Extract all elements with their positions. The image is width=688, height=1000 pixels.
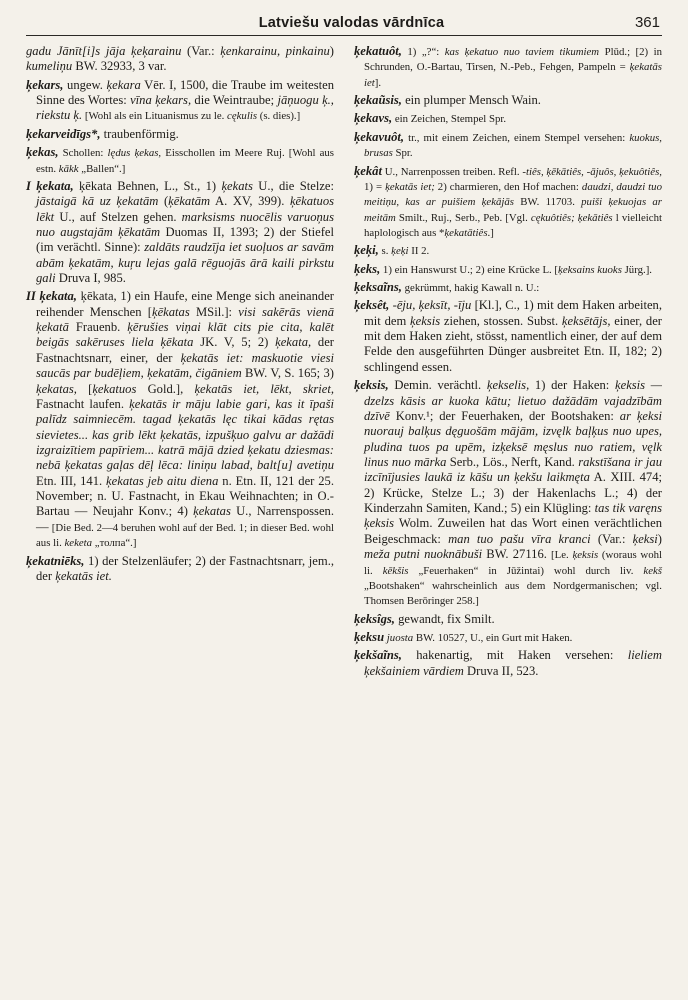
entry-text: traubenförmig. — [100, 126, 179, 141]
entry-text: JK. V, 5; 2) — [193, 335, 276, 350]
running-title: Latviešu valodas vārdnīca — [258, 15, 445, 31]
dictionary-entry — [354, 280, 662, 295]
entry-text: kekš — [643, 564, 662, 577]
entry-text: ķekatās iet. — [55, 568, 112, 583]
headword: ķekaũsis, — [354, 93, 402, 108]
entry-text: ein plumper Mensch Wain. — [401, 93, 541, 108]
dictionary-entry — [26, 145, 334, 176]
entry-text: kas ķekatuo nuo taviem tikumiem — [444, 46, 600, 58]
entry-text: ķekatas jeb aitu diena — [106, 473, 219, 488]
entry-text: Eisschollen im Meere Ruj. [Wohl aus estn. — [36, 147, 334, 175]
entry-text: Duomas II, 1393; 2) der Stiefel (im verächtl. Sinne): — [36, 224, 334, 255]
entry-text: -ēju, ķeksīt, -īju — [392, 298, 472, 313]
entry-text: ķekatātiês — [444, 226, 488, 239]
dictionary-entry — [26, 127, 334, 142]
entry-text: jāņuogu ķ., riekstu ķ. — [36, 93, 334, 123]
dictionary-entry — [354, 93, 662, 108]
entry-text: lędus ķekas, — [107, 147, 162, 160]
entry-text: juosta — [386, 631, 414, 644]
entry-text: visi sakērās vienā ķekatā — [36, 304, 334, 335]
headword: ķekatuôt, — [354, 44, 402, 58]
entry-text: BW. 11703. — [514, 196, 582, 209]
entry-text: zaldāts raudzīja iet suoļuos ar savām abām ķekatām, kuŗu lejas galā rēguojās ārā kaili pirkstu gali — [36, 240, 334, 286]
entry-text: ein Zeichen, Stempel Spr. — [392, 113, 507, 126]
entry-text: 1) der Stelzenläufer; 2) der Fastnachtsnarr, jem., der — [36, 553, 334, 583]
entry-text: s. — [378, 245, 392, 258]
entry-text: ungew. — [63, 77, 107, 92]
dictionary-entry — [354, 630, 662, 645]
entry-text: Etn. III, 141. — [36, 473, 107, 488]
entry-text: tr., mit einem Zeichen, einem Stempel versehen: — [404, 131, 630, 144]
entry-text: kuokus, brusas — [364, 131, 662, 160]
entry-text: kēkšis — [382, 564, 409, 577]
headword: ķeksis, — [354, 378, 389, 393]
entry-text: Smilt., Ruj., Serb., Peb. [Vgl. — [395, 211, 531, 224]
entry-text: ķeksis — dzelzs kāsis ar kuoka kātu; lietuo dažādām vajadzībām dzīvē — [364, 378, 662, 423]
entry-text: ar ķeksi nuorauj balķus dęguošām mājām, izvęlk baļķus nuo upes, pludina tuos pa upēm, izķeksē męslus nuo ratiem, vęlk linus nuo mārka — [364, 408, 663, 469]
dictionary-entry — [26, 44, 334, 75]
dictionary-entry — [26, 78, 334, 124]
entry-text: Gold.], — [136, 381, 195, 396]
left-column — [26, 44, 334, 682]
headword: ķeksu — [354, 629, 385, 644]
entry-text: A. XV, 399). — [210, 194, 290, 209]
dictionary-entry — [354, 44, 662, 90]
entry-text: Demin. verächtl. — [388, 378, 487, 393]
headword: ķekatniēks, — [26, 553, 85, 568]
dictionary-entry — [354, 111, 662, 126]
dictionary-entry — [354, 262, 662, 277]
entry-text: der Fastnachtsnarr, einer, der — [36, 335, 334, 365]
dictionary-entry — [26, 179, 334, 287]
entry-text: ķeksi — [632, 531, 658, 546]
headword: ķekavuôt, — [354, 129, 405, 144]
entry-text: (Var.: — [590, 531, 633, 546]
entry-text: ķeksis — [572, 549, 599, 562]
entry-text: Serb., Lös., Nerft, Kand. — [446, 454, 579, 469]
entry-text: ķēkatuos lēkt — [36, 194, 335, 224]
entry-text: marksisms nuocēlis varuoņus nuo augstajām ķēkatām — [36, 209, 334, 239]
entry-text: .] — [487, 226, 494, 239]
entry-text: daudzi, daudzi tuo meitiņu, kas ar puišiem ķekājās — [364, 180, 662, 209]
entry-text: ķekatās iet — [364, 61, 662, 89]
entry-text: Schollen: — [58, 147, 108, 160]
entry-text: Spr. — [392, 147, 413, 160]
entry-text: puiši ķekuojas ar meitām — [364, 196, 662, 224]
entry-text: ķekselis, — [486, 378, 530, 393]
entry-text: gadu Jānīt[i]s jāja ķeķarainu — [26, 44, 182, 58]
entry-text: ķeķi — [391, 245, 409, 258]
entry-text: ķekatas — [193, 504, 231, 519]
entry-text: ķekatās ir māju labie gari, kas it īpaši palīdz saimniecēm. tagad ķekatās lęc tikai kādas rętas sievietes... kas grib lēkt ķekatās, izpušķuo galvu ar dažādi izgraizītiem papīriem... katrā mājā dzied ķekatu dziesmas: nebā ķekatas gaļas dēļ lēca: liniņu labad, balt[u] avetiņu — [36, 396, 334, 473]
entry-text: kumeliņu — [26, 59, 73, 74]
entry-text: -tiês, ķēkātiês, -ājuôs, ķekuôtiês, — [522, 165, 662, 178]
entry-text: „толпа“.] — [92, 537, 137, 550]
entry-text: 2) charmieren, den Hof machen: — [434, 180, 582, 193]
entry-text: ķenkarainu, pinkainu — [220, 44, 330, 58]
headword: ķekšaĩns, — [354, 648, 402, 663]
entry-text: vīna ķekars, — [130, 93, 192, 108]
entry-text: Vēr. I, 1500, die Traube im weitesten Sinne des Wortes: — [36, 77, 334, 108]
headword: ķeksîgs, — [354, 611, 395, 626]
entry-text: 1) = — [364, 180, 386, 193]
entry-text: rakstīšana ir jau izcīnījusies laukā iz kāšu un ķekšu laikmęta — [364, 454, 662, 485]
entry-text: cękulis — [227, 110, 258, 123]
headword: I ķekata, — [26, 178, 74, 193]
entry-text: 1) der Haken: — [529, 378, 616, 393]
entry-text: n. Etn. II, 121 der 25. November; n. U. Fastnacht, in Ekau Weihnachten; in O.-Bartau — Neujahr Konv.; 4) — [36, 473, 334, 519]
entry-text: gewandt, fix Smilt. — [394, 611, 495, 626]
entry-text: ķēkata Behnen, L., St., 1) — [73, 178, 222, 193]
entry-text: ķērušies viņai klāt cits pie cita, kalēt beigās sakēruses liela ķēkata — [36, 320, 335, 350]
entry-text: ķēkatas — [151, 304, 190, 319]
dictionary-entry — [354, 164, 662, 241]
page-header — [26, 14, 662, 36]
dictionary-entry — [26, 289, 334, 550]
entry-text: BW. 32933, 3 var. — [72, 59, 167, 74]
entry-text: „Ballen“.] — [78, 162, 126, 175]
dictionary-entry — [26, 554, 334, 585]
dictionary-entry — [354, 130, 662, 161]
entry-text: „Feuerhaken“ in Jūžintai) wohl durch liv. — [408, 564, 644, 577]
entry-text: ( — [158, 194, 169, 209]
entry-text: l vielleicht haplologisch aus * — [364, 211, 662, 239]
entry-text: Jürg.]. — [621, 263, 652, 276]
entry-text: 1) ein Hanswurst U.; 2) eine Krücke L. [ — [380, 263, 559, 276]
dictionary-entry — [354, 612, 662, 627]
entry-text: Druva I, 985. — [55, 271, 126, 286]
entry-text: ķeksis — [410, 313, 441, 328]
headword: ķeksêt, — [354, 298, 390, 313]
entry-text: [Die Bed. 2—4 beruhen wohl auf der Bed. 1; in dieser Bed. wohl aus li. — [36, 521, 334, 550]
entry-text: ķekatās iet, lēkt, skriet, — [194, 381, 334, 396]
text-columns — [26, 44, 662, 682]
entry-text: BW. 10527, U., ein Gurt mit Haken. — [413, 631, 573, 644]
entry-text: tas tik varęns ķeksis — [364, 501, 662, 531]
entry-text: kākk — [58, 162, 79, 175]
entry-text: ķekatuos — [92, 381, 137, 396]
entry-text: keketa — [64, 537, 93, 550]
entry-text: ķekatas, — [36, 381, 77, 396]
entry-text: hakenartig, mit Haken versehen: — [401, 648, 628, 663]
entry-text: gekrümmt, hakig Kawall n. U.: — [401, 282, 540, 295]
entry-text: ķekata, — [275, 335, 312, 350]
entry-text: cękuôtiês; — [530, 211, 575, 224]
entry-text: (s. dies).] — [257, 110, 301, 123]
dictionary-entry — [354, 298, 662, 375]
entry-text: „Bootshaken“ wahrscheinlich aus dem Nordgermanischen; vgl. Thomsen Berōringer 258.] — [364, 579, 662, 608]
entry-text: (Var.: — [181, 44, 221, 58]
dictionary-entry — [354, 378, 662, 608]
headword: ķeķi, — [354, 243, 379, 258]
entry-text: ķekatās iet; — [385, 180, 435, 193]
page-number: 361 — [634, 14, 660, 31]
entry-text: Wolm. Zuweilen hat das Wort einen verächtlichen Beigeschmack: — [364, 516, 662, 546]
entry-text: einer, der mit dem Haken zieht, stösst, namentlich einer, der auf dem Felde den ausgeführten Dünger ausbreitet Etn. II, 182; 2) schlingend essen. — [364, 313, 662, 374]
entry-text: die Weintraube; — [191, 93, 278, 108]
entry-text: man tuo pašu vīra kranci — [448, 531, 591, 546]
headword: ķeks, — [354, 261, 381, 276]
entry-text: meža putni nuoknābuši — [364, 547, 483, 562]
entry-text: ķeksains kuoks — [558, 263, 622, 276]
entry-text: ķekara — [106, 77, 141, 92]
entry-text: [Wohl als ein Lituanismus zu le. — [82, 110, 228, 123]
headword: ķeksaĩns, — [354, 280, 402, 295]
right-column — [354, 44, 662, 682]
entry-text: BW. V, S. 165; 3) — [241, 366, 335, 381]
headword: ķekas, — [26, 145, 59, 160]
entry-text: U., auf Stelzen gehen. — [54, 209, 182, 224]
entry-text: ) — [329, 44, 334, 58]
entry-text: ķekatās iet: maskuotie viesi saucās par budēļiem, ķekatām, čigāniem — [36, 350, 334, 381]
headword: ķekarveidīgs*, — [26, 126, 101, 141]
entry-text: ) — [657, 531, 662, 546]
entry-text: U., Narrenspossen. — — [36, 504, 334, 534]
entry-text: MSil.]: — [189, 304, 239, 319]
headword: ķekavs, — [354, 111, 393, 126]
entry-text: [ — [76, 381, 93, 396]
entry-text: (woraus wohl li. — [364, 549, 662, 577]
entry-text: ķekats — [221, 178, 253, 193]
entry-text: II 2. — [408, 245, 430, 258]
entry-text: 1) „?“: — [401, 46, 445, 58]
entry-text: ķekātiês — [577, 211, 613, 224]
entry-text: U., die Stelze: — [252, 178, 334, 193]
entry-text: ķeksētājs, — [561, 313, 611, 328]
entry-text: [Le. — [551, 549, 573, 562]
entry-text: lieliem ķekšainiem vārdiem — [364, 648, 662, 678]
entry-text: BW. 27116. — [482, 547, 552, 562]
headword: ķekât — [354, 163, 382, 178]
dictionary-entry — [354, 648, 662, 679]
entry-text: jāstaigā kā uz ķekatām — [36, 194, 159, 209]
entry-text: Druva II, 523. — [463, 663, 539, 678]
entry-text: [Kl.], C., 1) mit dem Haken arbeiten, mit dem — [364, 298, 662, 328]
dictionary-entry — [354, 243, 662, 258]
entry-text: Frauenb. — [68, 320, 128, 335]
entry-text: Fastnacht laufen. — [36, 396, 130, 411]
headword: ķekars, — [26, 77, 64, 92]
entry-text: Plūd.; [2) in Schrunden, O.-Bartau, Tirsen, N.-Peb., Fehgen, Pampeln = — [364, 46, 663, 74]
entry-text: ķēkatām — [168, 194, 211, 209]
entry-text: ]. — [374, 76, 382, 89]
entry-text: U., Narrenpossen treiben. Refl. — [381, 165, 523, 178]
entry-text: Konv.¹; der Feuerhaken, der Bootshaken: — [389, 408, 620, 423]
entry-text: ķēkata, 1) ein Haufe, eine Menge sich aneinander reihender Menschen [ — [36, 289, 334, 319]
headword: II ķekata, — [26, 289, 77, 304]
entry-text: A. XIII. 474; 2) Krücke, Stelze L.; 3) der Hakenlachs L.; 4) der Kinderzahn Samiten, Kand.; 5) ein Klügling: — [364, 470, 662, 516]
entry-text: ziehen, stossen. Subst. — [440, 313, 562, 328]
